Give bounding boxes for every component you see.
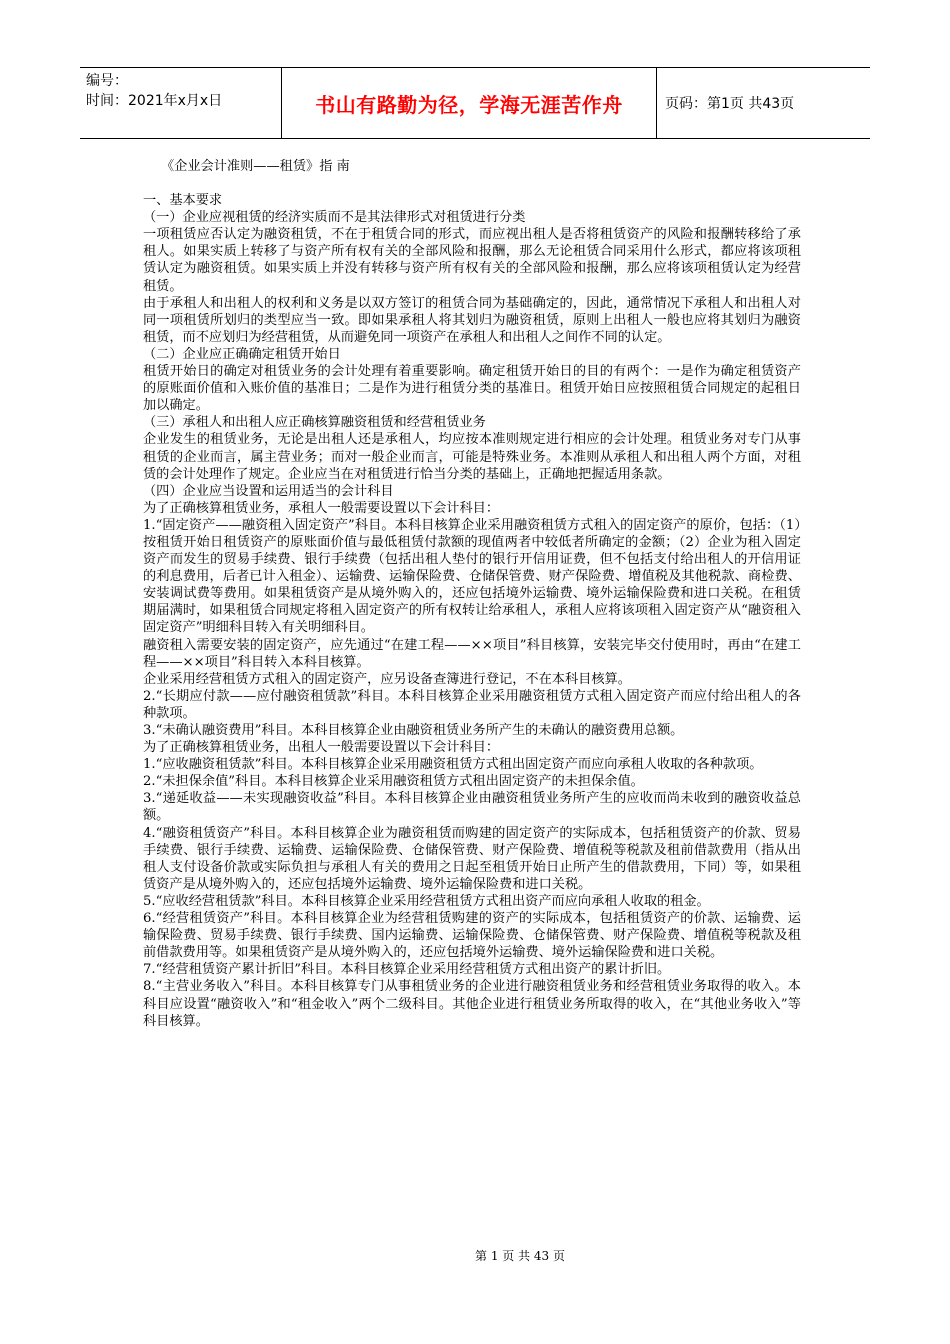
paragraph: 4.“融资租赁资产”科目。本科目核算企业为融资租赁而购建的固定资产的实际成本，包括租赁资产的价款、贸易手续费、银行手续费、运输费、运输保险费、仓储保管费、财产保险费、增值税等税款及租前借款费用（指从出租人支付设备价款或实际负担与承租人有关的费用之日起至租赁开始日止所产生的借款费用，下同）等，如果租赁资产是从境外购入的，还应包括境外运输费、境外运输保险费和进口关税。 [143, 825, 801, 892]
header-number: 编号： [86, 73, 128, 89]
paragraph: 融资租入需要安装的固定资产，应先通过“在建工程——××项目”科目核算，安装完毕交付使用时，再由“在建工程——××项目”科目转入本科目核算。 [143, 637, 801, 670]
paragraph: 为了正确核算租赁业务，出租人一般需要设置以下会计科目： [143, 740, 500, 756]
paragraph: 由于承租人和出租人的权利和义务是以双方签订的租赁合同为基础确定的，因此，通常情况下承租人和出租人对同一项租赁所划归的类型应当一致。即如果承租人将其划归为融资租赁，原则上出租人一般也应将其划归为融资租赁，而不应划归为经营租赁，从而避免同一项资产在承租人和出租人之间作不同的认定。 [143, 295, 801, 345]
paragraph: 3.“递延收益——未实现融资收益”科目。本科目核算企业由融资租赁业务所产生的应收而尚未收到的融资收益总额。 [143, 791, 801, 824]
paragraph: 1.“应收融资租赁款”科目。本科目核算企业采用融资租赁方式租出固定资产而应向承租人收取的各种款项。 [143, 757, 763, 773]
paragraph: 5.“应收经营租赁款”科目。本科目核算企业采用经营租赁方式租出资产而应向承租人收取的租金。 [143, 893, 710, 909]
page-header [80, 67, 870, 139]
paragraph: 7.“经营租赁资产累计折旧”科目。本科目核算企业采用经营租赁方式租出资产的累计折旧。 [143, 962, 671, 978]
paragraph: 企业发生的租赁业务，无论是出租人还是承租人，均应按本准则规定进行相应的会计处理。租赁业务对专门从事租赁的企业而言，属主营业务；而对一般企业而言，可能是特殊业务。本准则从承租人和出租人两个方面，对租赁的会计处理作了规定。企业应当在对租赁进行恰当分类的基础上，正确地把握适用条款。 [143, 432, 801, 482]
header-meta [80, 68, 282, 138]
header-motto: 书山有路勤为径，学海无涯苦作舟 [315, 92, 623, 117]
paragraph: 3.“未确认融资费用”科目。本科目核算企业由融资租赁业务所产生的未确认的融资费用总额。 [143, 723, 684, 738]
paragraph: （三）承租人和出租人应正确核算融资租赁和经营租赁业务 [143, 415, 486, 431]
document-body [143, 158, 801, 1030]
page-footer: 第 1 页 共 43 页 [475, 1249, 565, 1263]
document-title: 《企业会计准则——租赁》指 南 [161, 159, 350, 174]
paragraph: 为了正确核算租赁业务，承租人一般需要设置以下会计科目： [143, 500, 500, 516]
header-page-info: 页码：第1页 共43页 [665, 96, 795, 112]
paragraph: 企业采用经营租赁方式租入的固定资产，应另设备查簿进行登记，不在本科目核算。 [143, 671, 631, 687]
paragraph: 2.“长期应付款——应付融资租赁款”科目。本科目核算企业采用融资租赁方式租入固定资产而应付给出租人的各种款项。 [143, 688, 801, 721]
paragraph: （一）企业应视租赁的经济实质而不是其法律形式对租赁进行分类 [143, 210, 526, 226]
paragraph: 6.“经营租赁资产”科目。本科目核算企业为经营租赁购建的资产的实际成本，包括租赁资产的价款、运输费、运输保险费、贸易手续费、银行手续费、国内运输费、运输保险费、仓储保管费、财产保险费、增值税等税款及租前借款费用等。如果租赁资产是从境外购入的，还应包括境外运输费、境外运输保险费和进口关税。 [143, 911, 801, 961]
paragraph: （二）企业应正确确定租赁开始日 [143, 346, 341, 362]
header-motto-cell [282, 68, 657, 138]
paragraph: 租赁开始日的确定对租赁业务的会计处理有着重要影响。确定租赁开始日的目的有两个：一是作为确定租赁资产的原账面价值和入账价值的基准日；二是作为进行租赁分类的基准日。租赁开始日应按照租赁合同规定的起租日加以确定。 [143, 364, 801, 414]
paragraph: （四）企业应当设置和运用适当的会计科目 [143, 483, 394, 499]
paragraph: 一、基本要求 [143, 193, 223, 209]
paragraph: 2.“未担保余值”科目。本科目核算企业采用融资租赁方式租出固定资产的未担保余值。 [143, 774, 644, 790]
paragraph: 8.“主营业务收入”科目。本科目核算专门从事租赁业务的企业进行融资租赁业务和经营租赁业务取得的收入。本科目应设置“融资收入”和“租金收入”两个二级科目。其他企业进行租赁业务所取得的收入，在“其他业务收入”等科目核算。 [143, 979, 801, 1029]
paragraph: 一项租赁应否认定为融资租赁，不在于租赁合同的形式，而应视出租人是否将租赁资产的风险和报酬转移给了承租人。如果实质上转移了与资产所有权有关的全部风险和报酬，那么无论租赁合同采用什么形式，都应将该项租赁认定为融资租赁。如果实质上并没有转移与资产所有权有关的全部风险和报酬，那么应将该项租赁认定为经营租赁。 [143, 227, 801, 294]
paragraph: 1.“固定资产——融资租入固定资产”科目。本科目核算企业采用融资租赁方式租入的固定资产的原价，包括：（1）按租赁开始日租赁资产的原账面价值与最低租赁付款额的现值两者中较低者所确定的金额；（2）企业为租入固定资产而发生的贸易手续费、银行手续费（包括出租人垫付的银行开信用证费，但不包括支付给出租人的开信用证的利息费用，后者已计入租金）、运输费、运输保险费、仓储保管费、财产保险费、增值税及其他税款、商检费、安装调试费等费用。如果租赁资产是从境外购入的，还应包括境外运输费、境外运输保险费和进口关税。在租赁期届满时，如果租赁合同规定将租入固定资产的所有权转让给承租人，承租人应将该项租入固定资产从“融资租入固定资产”明细科目转入有关明细科目。 [143, 517, 801, 636]
header-time: 时间：2021年x月x日 [86, 93, 223, 109]
